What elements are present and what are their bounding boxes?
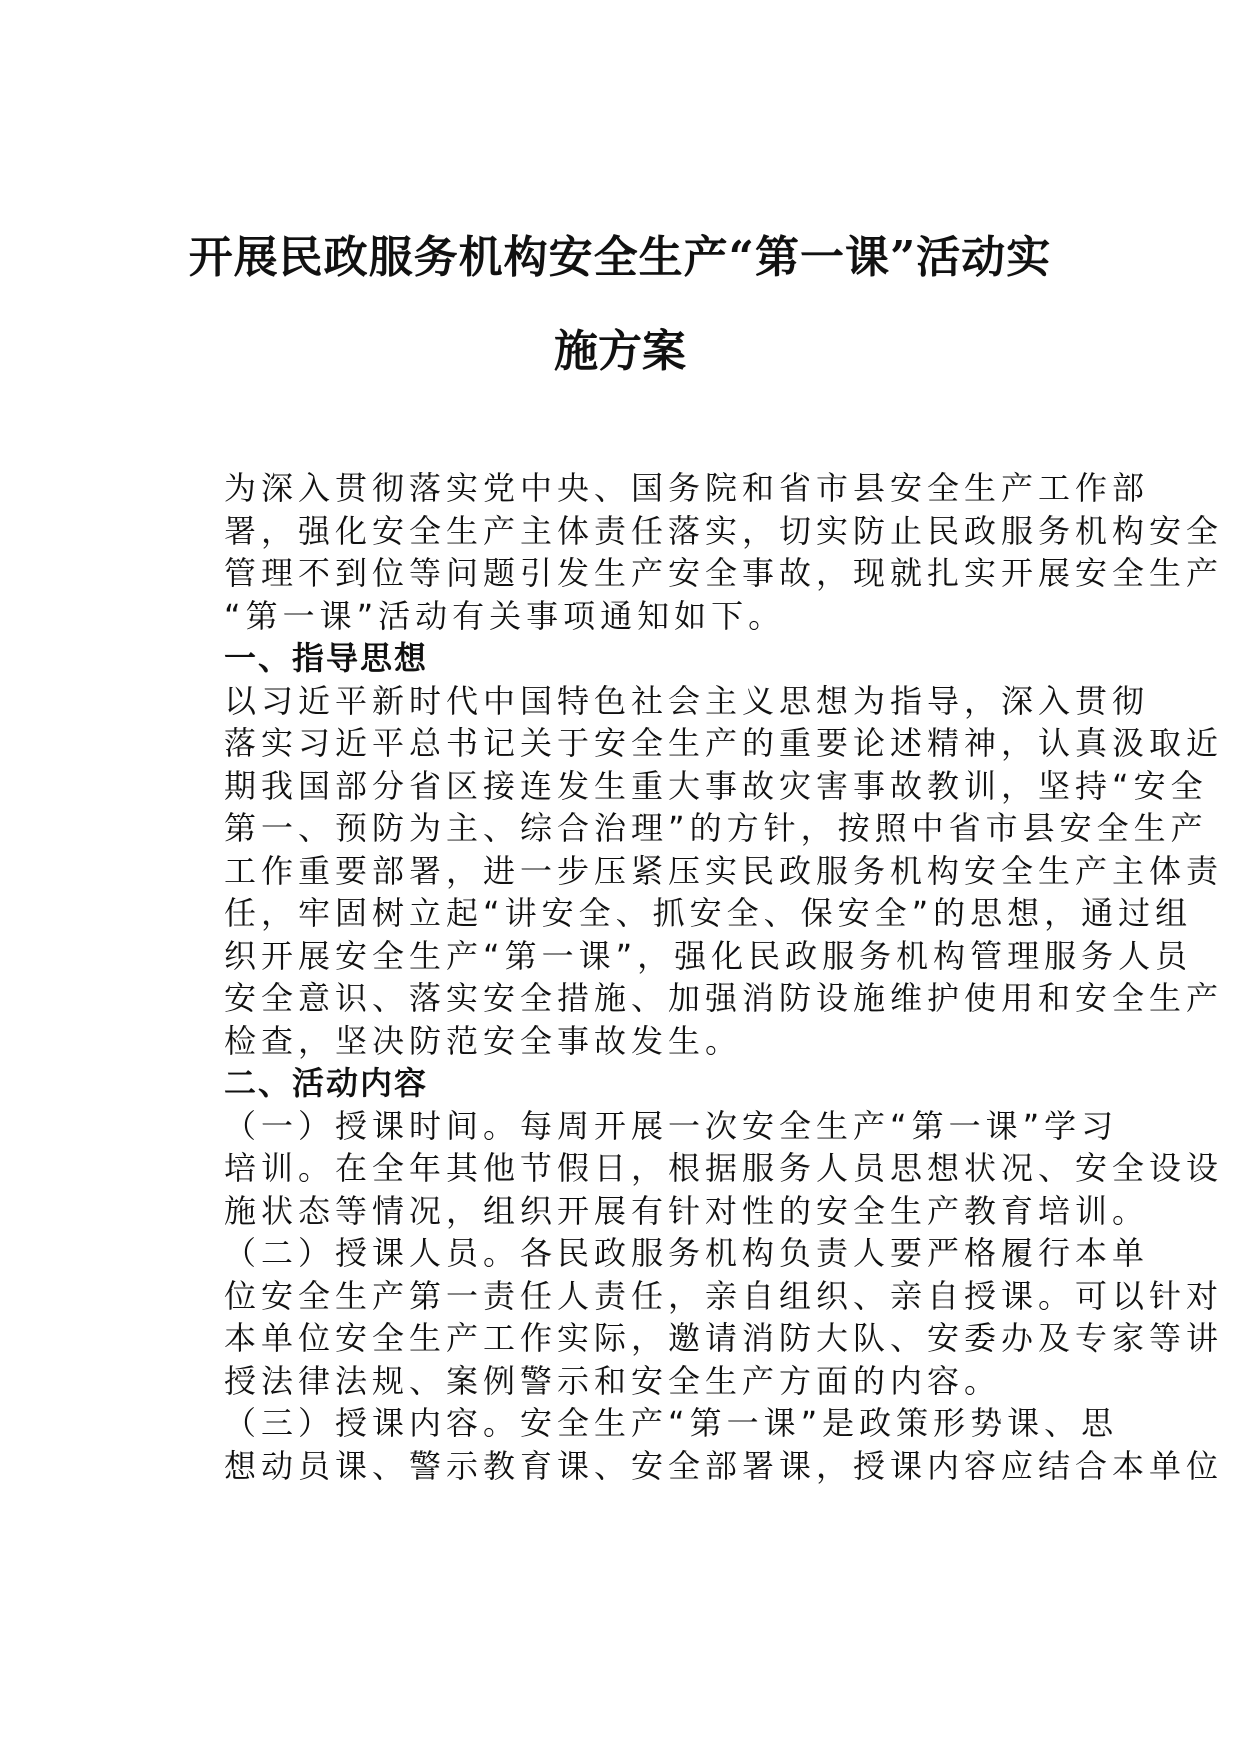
- text-line: 管理不到位等问题引发生产安全事故，现就扎实开展安全生产: [224, 554, 1224, 592]
- text-line: （三）授课内容。安全生产“第一课”是政策形势课、思: [224, 1404, 1119, 1442]
- text-line: 署，强化安全生产主体责任落实，切实防止民政服务机构安全: [224, 511, 1224, 550]
- document-body: [160, 467, 1224, 1487]
- text-line: 任，牢固树立起“讲安全、抓安全、保安全”的思想，通过组: [224, 894, 1193, 932]
- item-lecture-content: [160, 1402, 1224, 1487]
- text-line: “第一课”活动有关事项通知如下。: [224, 596, 786, 635]
- text-line: 安全意识、落实安全措施、加强消防设施维护使用和安全生产: [224, 979, 1224, 1017]
- text-line: （一）授课时间。每周开展一次安全生产“第一课”学习: [224, 1106, 1119, 1145]
- text-line: 施状态等情况，组织开展有针对性的安全生产教育培训。: [224, 1191, 1150, 1230]
- text-line: 工作重要部署，进一步压紧压实民政服务机构安全生产主体责: [224, 851, 1224, 890]
- text-line: 为深入贯彻落实党中央、国务院和省市县安全生产工作部: [224, 469, 1150, 507]
- document-title-line-1: 开展民政服务机构安全生产“第一课”活动实: [188, 232, 1052, 283]
- text-line: 落实习近平总书记关于安全生产的重要论述精神，认真汲取近: [224, 724, 1224, 762]
- text-line: （二）授课人员。各民政服务机构负责人要严格履行本单: [224, 1234, 1150, 1272]
- text-line: 检查，坚决防范安全事故发生。: [224, 1021, 743, 1060]
- intro-paragraph: [160, 467, 1224, 637]
- section-heading-activity-content: 二、活动内容: [224, 1064, 429, 1102]
- text-line: 位安全生产第一责任人责任，亲自组织、亲自授课。可以针对: [224, 1276, 1224, 1315]
- text-line: 期我国部分省区接连发生重大事故灾害事故教训，坚持“安全: [224, 766, 1208, 805]
- item-lecture-time: [160, 1105, 1224, 1233]
- text-line: 第一、预防为主、综合治理”的方针，按照中省市县安全生产: [224, 809, 1208, 847]
- text-line: 织开展安全生产“第一课”，强化民政服务机构管理服务人员: [224, 936, 1193, 975]
- text-line: 授法律法规、案例警示和安全生产方面的内容。: [224, 1361, 1002, 1400]
- document-title-line-2: 施方案: [554, 326, 686, 377]
- text-line: 想动员课、警示教育课、安全部署课，授课内容应结合本单位: [224, 1446, 1224, 1485]
- text-line: 培训。在全年其他节假日，根据服务人员思想状况、安全设设: [224, 1149, 1224, 1187]
- text-line: 本单位安全生产工作实际，邀请消防大队、安委办及专家等讲: [224, 1319, 1224, 1357]
- section-heading-guiding-ideology: 一、指导思想: [224, 639, 429, 677]
- item-lecturers: [160, 1232, 1224, 1402]
- guiding-ideology-paragraph: [160, 680, 1224, 1063]
- text-line: 以习近平新时代中国特色社会主义思想为指导，深入贯彻: [224, 681, 1150, 720]
